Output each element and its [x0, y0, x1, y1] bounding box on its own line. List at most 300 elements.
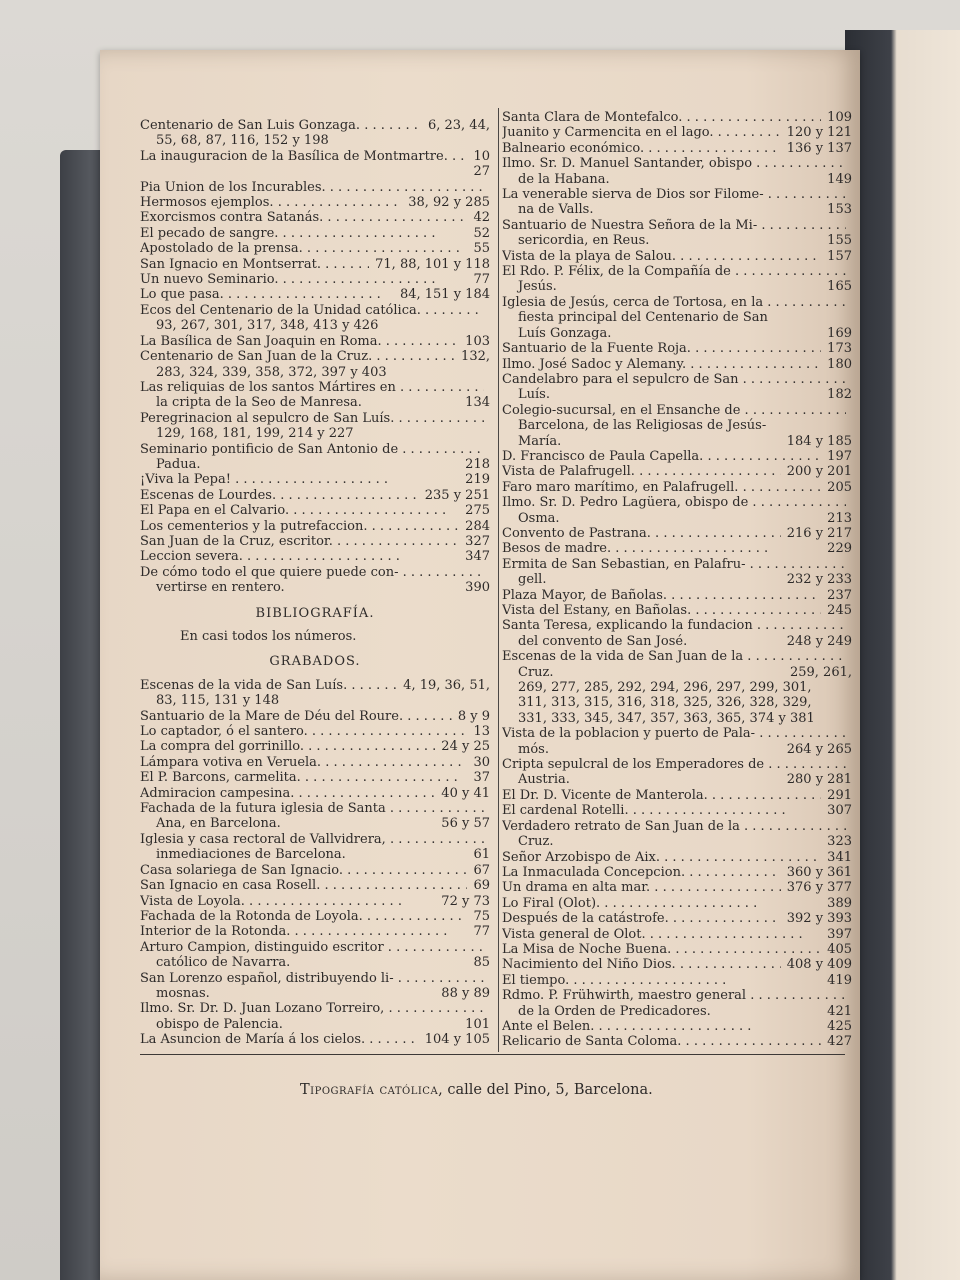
entry-text: María. — [518, 433, 562, 449]
index-entry — [140, 257, 490, 272]
entry-pages: 182 — [827, 387, 852, 403]
entry-pages: 24 y 25 — [441, 739, 490, 755]
entry-title: Santuario de la Fuente Roja. . . . — [502, 341, 821, 356]
entry-title: Lo que pasa. . . . — [140, 287, 381, 302]
index-entry-continuation — [140, 365, 490, 380]
entry-text: 93, 267, 301, 317, 348, 413 y 426 — [156, 318, 379, 334]
entry-pages: 38, 92 y 285 — [408, 195, 490, 211]
entry-pages — [846, 618, 852, 633]
entry-title: El tiempo. . . . — [502, 973, 726, 988]
entry-pages: 197 — [827, 448, 852, 464]
index-entry — [502, 464, 852, 479]
entry-pages: 200 y 201 — [786, 464, 852, 480]
entry-title: Santa Teresa, explicando la fundacion . . . — [502, 618, 846, 633]
entry-title: De cómo todo el que quiere puede con- . . . — [140, 565, 484, 580]
entry-title: Ilmo. Sr. D. Pedro Lagüera, obispo de . . . — [502, 495, 846, 510]
index-entry — [140, 519, 490, 534]
grabados-heading: GRABADOS. — [269, 654, 361, 670]
entry-pages: 216 y 217 — [786, 525, 852, 541]
index-entry — [140, 770, 490, 785]
entry-pages: 104 y 105 — [424, 1032, 490, 1048]
entry-title: Peregrinacion al sepulcro de San Luís. . . . — [140, 411, 484, 426]
index-entry — [140, 878, 490, 893]
entry-title: La compra del gorrinillo. . . . — [140, 739, 435, 754]
entry-title: Ilmo. Sr. D. Manuel Santander, obispo . . . — [502, 156, 846, 171]
entry-title: Casa solariega de San Ignacio. . . . — [140, 863, 467, 878]
index-entry — [140, 832, 490, 847]
entry-title: Vista de la poblacion y puerto de Pala- . . . — [502, 726, 846, 741]
entry-title: Las reliquias de los santos Mártires en . . . — [140, 380, 484, 395]
entry-title: Admiracion campesina. . . . — [140, 786, 435, 801]
index-entry — [140, 534, 490, 549]
index-entry-continuation — [140, 426, 490, 441]
entry-title: Vista de la playa de Salou. . . . — [502, 249, 821, 264]
index-entry — [502, 557, 852, 572]
entry-pages — [846, 187, 852, 202]
index-entry — [502, 911, 852, 926]
index-entry-continuation — [502, 511, 852, 526]
left-entries — [140, 118, 490, 596]
entry-pages — [846, 988, 852, 1003]
index-entry — [502, 973, 852, 988]
entry-title: Apostolado de la prensa. . . . — [140, 241, 460, 256]
entry-pages: 4, 19, 36, 51, — [403, 677, 490, 693]
entry-title: Leccion severa. . . . — [140, 549, 400, 564]
entry-pages: 169 — [827, 325, 852, 341]
index-entry — [502, 480, 852, 495]
index-entry-continuation — [140, 816, 490, 831]
index-entry-continuation — [140, 395, 490, 410]
entry-pages: 180 — [827, 356, 852, 372]
entry-title: Verdadero retrato de San Juan de la . . . — [502, 819, 846, 834]
entry-pages: 307 — [827, 803, 852, 819]
index-entry — [140, 1001, 490, 1016]
entry-title: Exorcismos contra Satanás. . . . — [140, 210, 467, 225]
entry-pages — [484, 380, 490, 395]
entry-pages — [846, 403, 852, 418]
entry-title: San Ignacio en casa Rosell. . . . — [140, 878, 467, 893]
entry-title: Cripta sepulcral de los Emperadores de . . . — [502, 757, 846, 772]
entry-pages: 84, 151 y 184 — [399, 287, 490, 303]
index-entry — [140, 180, 490, 195]
index-right-column — [502, 110, 852, 1050]
index-entry — [140, 442, 490, 457]
entry-title: Plaza Mayor, de Bañolas. . . . — [502, 588, 821, 603]
entry-pages: 136 y 137 — [786, 140, 852, 156]
index-entry-continuation — [502, 310, 852, 325]
entry-title: Nacimiento del Niño Dios. . . . — [502, 957, 781, 972]
entry-pages: 184 y 185 — [786, 433, 852, 449]
index-entry — [140, 118, 490, 133]
index-entry — [502, 541, 852, 556]
index-entry — [502, 726, 852, 741]
index-entry — [140, 755, 490, 770]
index-entry — [140, 334, 490, 349]
entry-title: Colegio-sucursal, en el Ensanche de . . . — [502, 403, 846, 418]
entry-pages — [484, 180, 490, 195]
entry-pages: 72 y 73 — [441, 893, 490, 909]
index-entry — [140, 349, 490, 364]
index-entry — [502, 819, 852, 834]
index-entry — [140, 195, 490, 210]
entry-title: La Misa de Noche Buena. . . . — [502, 942, 821, 957]
entry-pages — [484, 1001, 490, 1016]
index-entry — [140, 210, 490, 225]
entry-pages: 101 — [465, 1016, 490, 1032]
entry-text: la cripta de la Seo de Manresa. — [156, 395, 362, 411]
entry-title: Relicario de Santa Coloma. . . . — [502, 1034, 821, 1049]
entry-title: San Lorenzo español, distribuyendo li- . . . — [140, 971, 484, 986]
entry-title: Balneario económico. . . . — [502, 141, 781, 156]
entry-title: Un drama en alta mar. . . . — [502, 880, 781, 895]
index-entry-continuation — [140, 986, 490, 1001]
index-entry — [502, 295, 852, 310]
entry-text: sericordia, en Reus. — [518, 233, 650, 249]
entry-pages — [846, 495, 852, 510]
index-entry-continuation — [140, 847, 490, 862]
index-entry — [140, 909, 490, 924]
index-entry — [502, 757, 852, 772]
entry-text: vertirse en rentero. — [156, 580, 285, 596]
entry-pages — [846, 557, 852, 572]
entry-pages: 67 — [473, 862, 490, 878]
entry-pages: 52 — [473, 225, 490, 241]
footer-rule — [140, 1054, 845, 1055]
index-entry — [502, 495, 852, 510]
index-entry-continuation — [502, 665, 852, 680]
entry-text: Cruz. — [518, 834, 554, 850]
entry-pages: 173 — [827, 341, 852, 357]
entry-pages: 165 — [827, 279, 852, 295]
entry-text: Osma. — [518, 510, 560, 526]
entry-title: Candelabro para el sepulcro de San . . . — [502, 372, 846, 387]
entry-pages: 280 y 281 — [786, 772, 852, 788]
entry-text: fiesta principal del Centenario de San — [518, 310, 768, 326]
entry-text: mosnas. — [156, 985, 210, 1001]
index-entry-continuation — [502, 326, 852, 341]
index-entry-continuation — [502, 711, 852, 726]
index-entry — [140, 739, 490, 754]
entry-pages: 120 y 121 — [786, 125, 852, 141]
entry-pages: 56 y 57 — [441, 816, 490, 832]
index-entry-continuation — [140, 164, 490, 179]
index-entry — [140, 971, 490, 986]
entry-pages: 153 — [827, 202, 852, 218]
entry-text: gell. — [518, 572, 547, 588]
index-entry — [502, 218, 852, 233]
entry-pages: 30 — [473, 754, 490, 770]
printer-address: , calle del Pino, 5, Barcelona. — [438, 1082, 653, 1098]
entry-pages: 219 — [465, 472, 490, 488]
index-entry-continuation — [140, 580, 490, 595]
entry-pages: 61 — [473, 847, 490, 863]
index-entry-continuation — [502, 202, 852, 217]
index-entry-continuation — [140, 318, 490, 333]
entry-pages: 408 y 409 — [786, 957, 852, 973]
grabados-entries — [140, 678, 490, 1048]
index-entry — [140, 565, 490, 580]
entry-pages: 134 — [465, 395, 490, 411]
index-entry-continuation — [502, 680, 852, 695]
index-entry-continuation — [140, 1017, 490, 1032]
entry-title: Fachada de la futura iglesia de Santa . . . — [140, 801, 484, 816]
entry-pages: 389 — [827, 895, 852, 911]
entry-pages — [846, 757, 852, 772]
entry-title: El Papa en el Calvario. . . . — [140, 503, 446, 518]
entry-title: Besos de madre. . . . — [502, 541, 768, 556]
entry-pages — [846, 726, 852, 741]
column-divider — [498, 108, 499, 1052]
index-entry — [502, 788, 852, 803]
entry-pages: 229 — [827, 541, 852, 557]
bibliografia-text: En casi todos los números. — [180, 629, 357, 644]
entry-pages — [846, 264, 852, 279]
entry-text: Padua. — [156, 456, 201, 472]
entry-title: La Basílica de San Joaquin en Roma. . . . — [140, 334, 459, 349]
entry-title: Escenas de la vida de San Luís. . . . — [140, 678, 397, 693]
entry-pages: 235 y 251 — [424, 487, 490, 503]
index-entry — [502, 110, 852, 125]
index-entry — [140, 924, 490, 939]
index-entry — [140, 709, 490, 724]
index-entry — [140, 1032, 490, 1047]
entry-pages: 284 — [465, 518, 490, 534]
entry-pages: 248 y 249 — [786, 633, 852, 649]
index-entry — [140, 863, 490, 878]
index-entry — [140, 801, 490, 816]
entry-pages — [484, 832, 490, 847]
entry-title: La Inmaculada Concepcion. . . . — [502, 865, 781, 880]
entry-title: Convento de Pastrana. . . . — [502, 526, 781, 541]
entry-text: 269, 277, 285, 292, 294, 296, 297, 299, 301, — [518, 680, 812, 696]
index-entry — [502, 588, 852, 603]
entry-title: Escenas de Lourdes. . . . — [140, 488, 419, 503]
entry-title: El P. Barcons, carmelita. . . . — [140, 770, 458, 785]
entry-text: 283, 324, 339, 358, 372, 397 y 403 — [156, 364, 387, 380]
entry-title: Ilmo. Sr. Dr. D. Juan Lozano Torreiro, . . . — [140, 1001, 484, 1016]
index-entry — [140, 724, 490, 739]
index-entry-continuation — [140, 955, 490, 970]
entry-title: Después de la catástrofe. . . . — [502, 911, 781, 926]
entry-pages: 103 — [465, 333, 490, 349]
entry-pages: 347 — [465, 549, 490, 565]
entry-text: mós. — [518, 741, 549, 757]
entry-pages: 42 — [473, 210, 490, 226]
entry-pages: 132, — [461, 349, 490, 365]
entry-title: Centenario de San Luis Gonzaga. . . . — [140, 118, 422, 133]
index-entry — [140, 472, 490, 487]
index-entry — [140, 411, 490, 426]
bibliografia-heading: BIBLIOGRAFÍA. — [255, 605, 375, 621]
entry-pages: 69 — [473, 878, 490, 894]
index-entry-continuation — [140, 457, 490, 472]
index-entry — [140, 549, 490, 564]
entry-pages: 425 — [827, 1018, 852, 1034]
entry-title: Juanito y Carmencita en el lago. . . . — [502, 125, 781, 140]
index-entry — [140, 226, 490, 241]
entry-text: del convento de San José. — [518, 633, 688, 649]
index-entry — [502, 372, 852, 387]
index-entry — [140, 940, 490, 955]
index-entry — [502, 357, 852, 372]
entry-title: Ecos del Centenario de la Unidad católica. . . . — [140, 303, 484, 318]
entry-title: Santuario de la Mare de Déu del Roure. . . . — [140, 709, 452, 724]
entry-title: Hermosos ejemplos. . . . — [140, 195, 402, 210]
entry-title: Lámpara votiva en Veruela. . . . — [140, 755, 467, 770]
entry-pages: 405 — [827, 941, 852, 957]
entry-title: Seminario pontificio de San Antonio de . . . — [140, 442, 484, 457]
entry-pages: 77 — [473, 272, 490, 288]
index-entry — [140, 287, 490, 302]
entry-pages: 264 y 265 — [786, 741, 852, 757]
index-left-column — [140, 118, 490, 1048]
entry-pages — [484, 303, 490, 318]
entry-title: El Dr. D. Vicente de Manterola. . . . — [502, 788, 821, 803]
entry-title: San Ignacio en Montserrat. . . . — [140, 257, 369, 272]
index-entry — [502, 957, 852, 972]
entry-pages: 218 — [465, 456, 490, 472]
index-entry — [502, 264, 852, 279]
entry-title: Vista de Palafrugell. . . . — [502, 464, 781, 479]
entry-text: Austria. — [518, 772, 570, 788]
entry-pages — [846, 295, 852, 310]
entry-pages — [484, 801, 490, 816]
entry-pages: 275 — [465, 503, 490, 519]
entry-pages: 27 — [473, 164, 490, 180]
index-entry — [502, 618, 852, 633]
entry-title: La inauguracion de la Basílica de Montmartre. . . . — [140, 149, 467, 164]
entry-pages: 213 — [827, 510, 852, 526]
index-entry — [502, 896, 852, 911]
entry-text: na de Valls. — [518, 202, 594, 218]
entry-text: Luís. — [518, 387, 550, 403]
entry-text: 331, 333, 345, 347, 357, 363, 365, 374 y 381 — [518, 710, 815, 726]
entry-pages — [484, 940, 490, 955]
index-entry — [502, 141, 852, 156]
entry-title: Los cementerios y la putrefaccion. . . . — [140, 519, 459, 534]
entry-pages: 85 — [473, 955, 490, 971]
entry-title: Un nuevo Seminario. . . . — [140, 272, 436, 287]
entry-pages: 376 y 377 — [786, 880, 852, 896]
entry-title: El pecado de sangre. . . . — [140, 226, 435, 241]
entry-title: Centenario de San Juan de la Cruz. . . . — [140, 349, 455, 364]
entry-title: D. Francisco de Paula Capella. . . . — [502, 449, 821, 464]
printer-footer — [300, 1082, 653, 1098]
entry-pages: 6, 23, 44, — [427, 118, 490, 133]
index-entry — [502, 1019, 852, 1034]
index-entry — [502, 803, 852, 818]
entry-text: 55, 68, 87, 116, 152 y 198 — [156, 133, 329, 149]
entry-title: El cardenal Rotelli. . . . — [502, 803, 786, 818]
entry-pages — [846, 372, 852, 387]
entry-title: Lo captador, ó el santero. . . . — [140, 724, 465, 739]
entry-title: Escenas de la vida de San Juan de la . . . — [502, 649, 846, 664]
entry-pages: 75 — [473, 908, 490, 924]
entry-text: Barcelona, de las Religiosas de Jesús- — [518, 418, 767, 434]
book-right-edge — [845, 30, 960, 1280]
entry-pages: 10 — [473, 148, 490, 164]
index-entry — [502, 526, 852, 541]
entry-title: Pia Union de los Incurables. . . . — [140, 180, 483, 195]
index-entry — [140, 786, 490, 801]
index-entry — [502, 125, 852, 140]
entry-pages: 390 — [465, 580, 490, 596]
entry-text: Jesús. — [518, 279, 557, 295]
index-entry — [140, 894, 490, 909]
index-entry-continuation — [502, 742, 852, 757]
entry-text: 311, 313, 315, 316, 318, 325, 326, 328, 329, — [518, 695, 812, 711]
index-entry — [502, 403, 852, 418]
entry-title: La Asuncion de María á los cielos. . . . — [140, 1032, 419, 1047]
entry-pages: 237 — [827, 587, 852, 603]
entry-text: 129, 168, 181, 199, 214 y 227 — [156, 426, 354, 442]
index-entry-continuation — [502, 387, 852, 402]
index-entry — [140, 149, 490, 164]
entry-pages: 109 — [827, 110, 852, 125]
entry-title: Ilmo. José Sadoc y Alemany. . . . — [502, 357, 821, 372]
right-entries — [502, 110, 852, 1050]
entry-title: Ante el Belen. . . . — [502, 1019, 751, 1034]
entry-title: Rdmo. P. Frühwirth, maestro general . . . — [502, 988, 846, 1003]
index-entry — [140, 241, 490, 256]
entry-pages: 291 — [827, 787, 852, 803]
index-entry-continuation — [502, 279, 852, 294]
index-entry-continuation — [502, 172, 852, 187]
entry-pages — [484, 971, 490, 986]
index-entry-continuation — [502, 572, 852, 587]
entry-pages: 157 — [827, 248, 852, 264]
index-entry — [502, 927, 852, 942]
entry-pages: 149 — [827, 171, 852, 187]
index-entry-continuation — [502, 418, 852, 433]
entry-pages — [846, 649, 852, 664]
entry-text: católico de Navarra. — [156, 955, 291, 971]
entry-pages: 323 — [827, 834, 852, 850]
entry-pages: 232 y 233 — [786, 572, 852, 588]
entry-pages: 392 y 393 — [786, 911, 852, 927]
entry-title: Vista general de Olot. . . . — [502, 927, 803, 942]
index-entry — [502, 249, 852, 264]
entry-text: 83, 115, 131 y 148 — [156, 693, 280, 709]
entry-title: Vista del Estany, en Bañolas. . . . — [502, 603, 821, 618]
entry-title: Faro maro marítimo, en Palafrugell. . . . — [502, 480, 821, 495]
index-entry-continuation — [502, 1004, 852, 1019]
entry-text: Ana, en Barcelona. — [156, 816, 281, 832]
entry-pages: 259, 261, — [789, 664, 852, 680]
index-entry — [140, 503, 490, 518]
index-entry — [140, 678, 490, 693]
entry-title: Vista de Loyola. . . . — [140, 894, 402, 909]
entry-title: Arturo Campion, distinguido escritor . . . — [140, 940, 484, 955]
entry-title: Lo Firal (Olot). . . . — [502, 896, 757, 911]
index-entry-continuation — [502, 434, 852, 449]
entry-pages: 77 — [473, 924, 490, 940]
entry-pages: 397 — [827, 926, 852, 942]
entry-pages: 245 — [827, 603, 852, 618]
entry-pages: 37 — [473, 770, 490, 786]
entry-title: Señor Arzobispo de Aix. . . . — [502, 850, 817, 865]
index-entry-continuation — [502, 772, 852, 787]
entry-pages: 419 — [827, 972, 852, 988]
entry-title: La venerable sierva de Dios sor Filome- . . . — [502, 187, 846, 202]
entry-text: obispo de Palencia. — [156, 1016, 283, 1032]
entry-pages: 360 y 361 — [786, 864, 852, 880]
entry-pages — [846, 819, 852, 834]
entry-pages — [846, 156, 852, 171]
index-entry — [502, 187, 852, 202]
index-entry — [502, 341, 852, 356]
entry-text: inmediaciones de Barcelona. — [156, 847, 346, 863]
